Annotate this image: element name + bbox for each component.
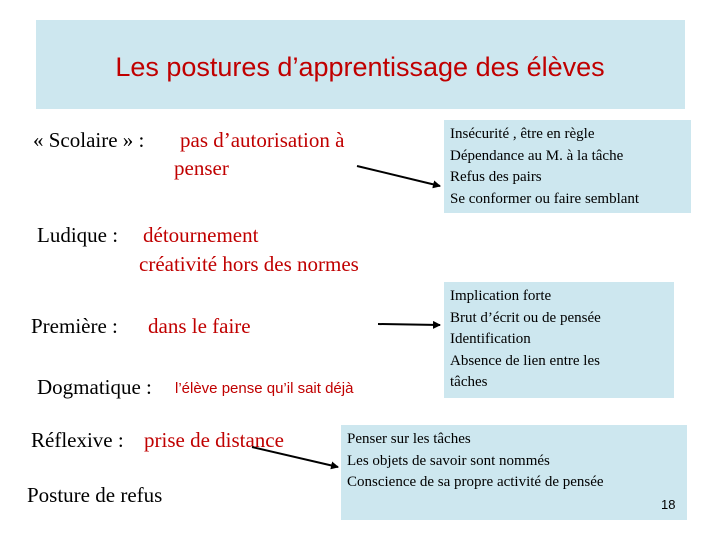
posture-premiere-desc: dans le faire [148,314,251,338]
box-line: Les objets de savoir sont nommés [347,452,550,469]
box-line: Identification [450,331,531,347]
box-line: Conscience de sa propre activité de pensée [347,474,604,490]
posture-reflexive-desc: prise de distance [144,428,284,452]
box-line: Penser sur les tâches [347,431,471,447]
posture-scolaire-desc-line2: penser [174,156,229,180]
arrow-reflexive [252,447,338,467]
posture-scolaire-label: « Scolaire » : [33,128,145,152]
slide-title: Les postures d’apprentissage des élèves [115,52,605,82]
posture-dogmatique-desc: l’élève pense qu’il sait déjà [175,380,354,397]
posture-refus-label: Posture de refus [27,483,163,507]
arrow-scolaire [357,166,440,186]
posture-ludique-desc-line2: créativité hors des normes [139,252,359,276]
box-line: Absence de lien entre les [450,352,600,369]
posture-dogmatique-label: Dogmatique : [37,375,152,399]
posture-ludique-desc-line1: détournement [143,223,259,247]
posture-ludique-label: Ludique : [37,223,119,247]
box-line: Refus des pairs [450,169,542,185]
box-line: Implication forte [450,288,552,304]
posture-scolaire-desc-line1: pas d’autorisation à [180,128,345,152]
box-line: Se conformer ou faire semblant [450,190,640,207]
box-line: tâches [450,374,488,390]
box-line: Insécurité , être en règle [450,126,595,142]
page-number: 18 [661,497,676,512]
posture-reflexive-label: Réflexive : [31,428,124,452]
box-line: Dépendance au M. à la tâche [450,147,624,164]
posture-premiere-label: Première : [31,314,118,338]
arrow-premiere [378,324,440,325]
box-line: Brut d’écrit ou de pensée [450,309,601,326]
